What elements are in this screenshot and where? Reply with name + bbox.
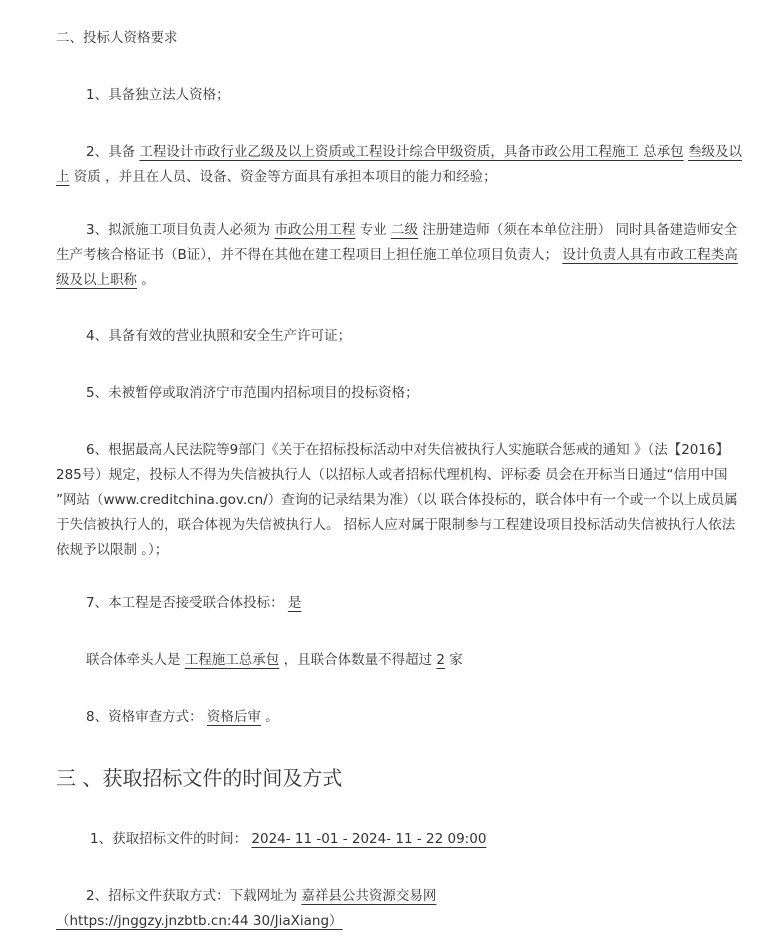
section3-heading: 三 、获取招标文件的时间及方式: [56, 766, 343, 790]
consortium-accepted: 是: [287, 595, 302, 611]
acquisition-time-prefix: 1、获取招标文件的时间：: [90, 831, 248, 847]
trading-site-url[interactable]: （https://jnggzy.jnzbtb.cn:44 30/JiaXiang）: [56, 913, 343, 929]
requirement-1: 1、具备独立法人资格；: [86, 87, 230, 103]
requirement-6: 6、根据最高人民法院等9部门《关于在招标投标活动中对失信被执行人实施联合惩戒的通知 》（法【2016】285号）规定，投标人不得为失信被执行人（以招标人或者招标代理机构、评标委 员会在开标当日通过“信用中国 ”网站（www.creditchina.gov.cn/）查询的记录结果为准）（以 联合体投标的，联合体中有一个或一个以上成员属于失信被执行人的，联合体视为失信被执行人。 招标人应对属于限制参与工程建设项目投标活动失信被执行人依法依规予以限制 。）；: [56, 442, 738, 558]
requirement-2-prefix: 2、具备: [86, 144, 136, 160]
requirement-7-prefix: 7、本工程是否接受联合体投标：: [86, 595, 284, 611]
requirement-3-prefix: 3、拟派施工项目负责人必须为: [86, 222, 271, 238]
construction-grade: 叁级及以上: [56, 144, 742, 185]
requirement-8-suffix: 。: [265, 709, 279, 725]
design-qualification: 工程设计市政行业乙级及以上资质或工程设计综合甲级资质，具备市政公用工程施工 总承包: [139, 144, 684, 160]
consortium-line: [56, 648, 758, 673]
acquisition-time: [56, 827, 758, 852]
requirement-4: 4、具备有效的营业执照和安全生产许可证；: [86, 328, 352, 344]
consortium-suffix: 家: [449, 652, 463, 668]
engineer-grade: 二级: [390, 222, 418, 238]
acquisition-method: [56, 884, 746, 934]
requirement-8: [56, 705, 758, 730]
requirement-2-suffix: 资质 ，并且在人员、设备、资金等方面具有承担本项目的能力和经验；: [73, 169, 497, 185]
design-lead-title: 设计负责人具有市政工程类高级及以上职称: [56, 247, 738, 288]
consortium-lead: 工程施工总承包: [184, 652, 280, 668]
consortium-mid: ，且联合体数量不得超过: [283, 652, 433, 668]
review-method: 资格后审: [206, 709, 261, 725]
consortium-count: 2: [436, 652, 445, 668]
engineer-specialty: 市政公用工程: [274, 222, 356, 238]
requirement-3-suffix: 。: [141, 272, 155, 288]
acquisition-time-value: 2024- 11 -01 - 2024- 11 - 22 09:00: [251, 831, 487, 847]
section2-heading: 二、投标人资格要求: [56, 30, 178, 46]
requirement-8-prefix: 8、资格审查方式：: [86, 709, 203, 725]
requirement-3-mid2: 注册建造师（须在本单位注册） 同时具备建造师安全生产考核合格证书（B证），并不得在其他在建工程项目上担任施工单位项目负责人；: [56, 222, 738, 263]
requirement-7: [56, 591, 758, 616]
requirement-2: [56, 140, 746, 190]
requirement-3: [56, 218, 746, 293]
consortium-prefix: 联合体牵头人是: [86, 652, 181, 668]
trading-site-link[interactable]: 嘉祥县公共资源交易网: [301, 888, 437, 904]
requirement-5: 5、未被暂停或取消济宁市范围内招标项目的投标资格；: [86, 385, 419, 401]
acquisition-method-prefix: 2、招标文件获取方式：下载网址为: [86, 888, 298, 904]
requirement-3-mid1: 专业: [359, 222, 387, 238]
